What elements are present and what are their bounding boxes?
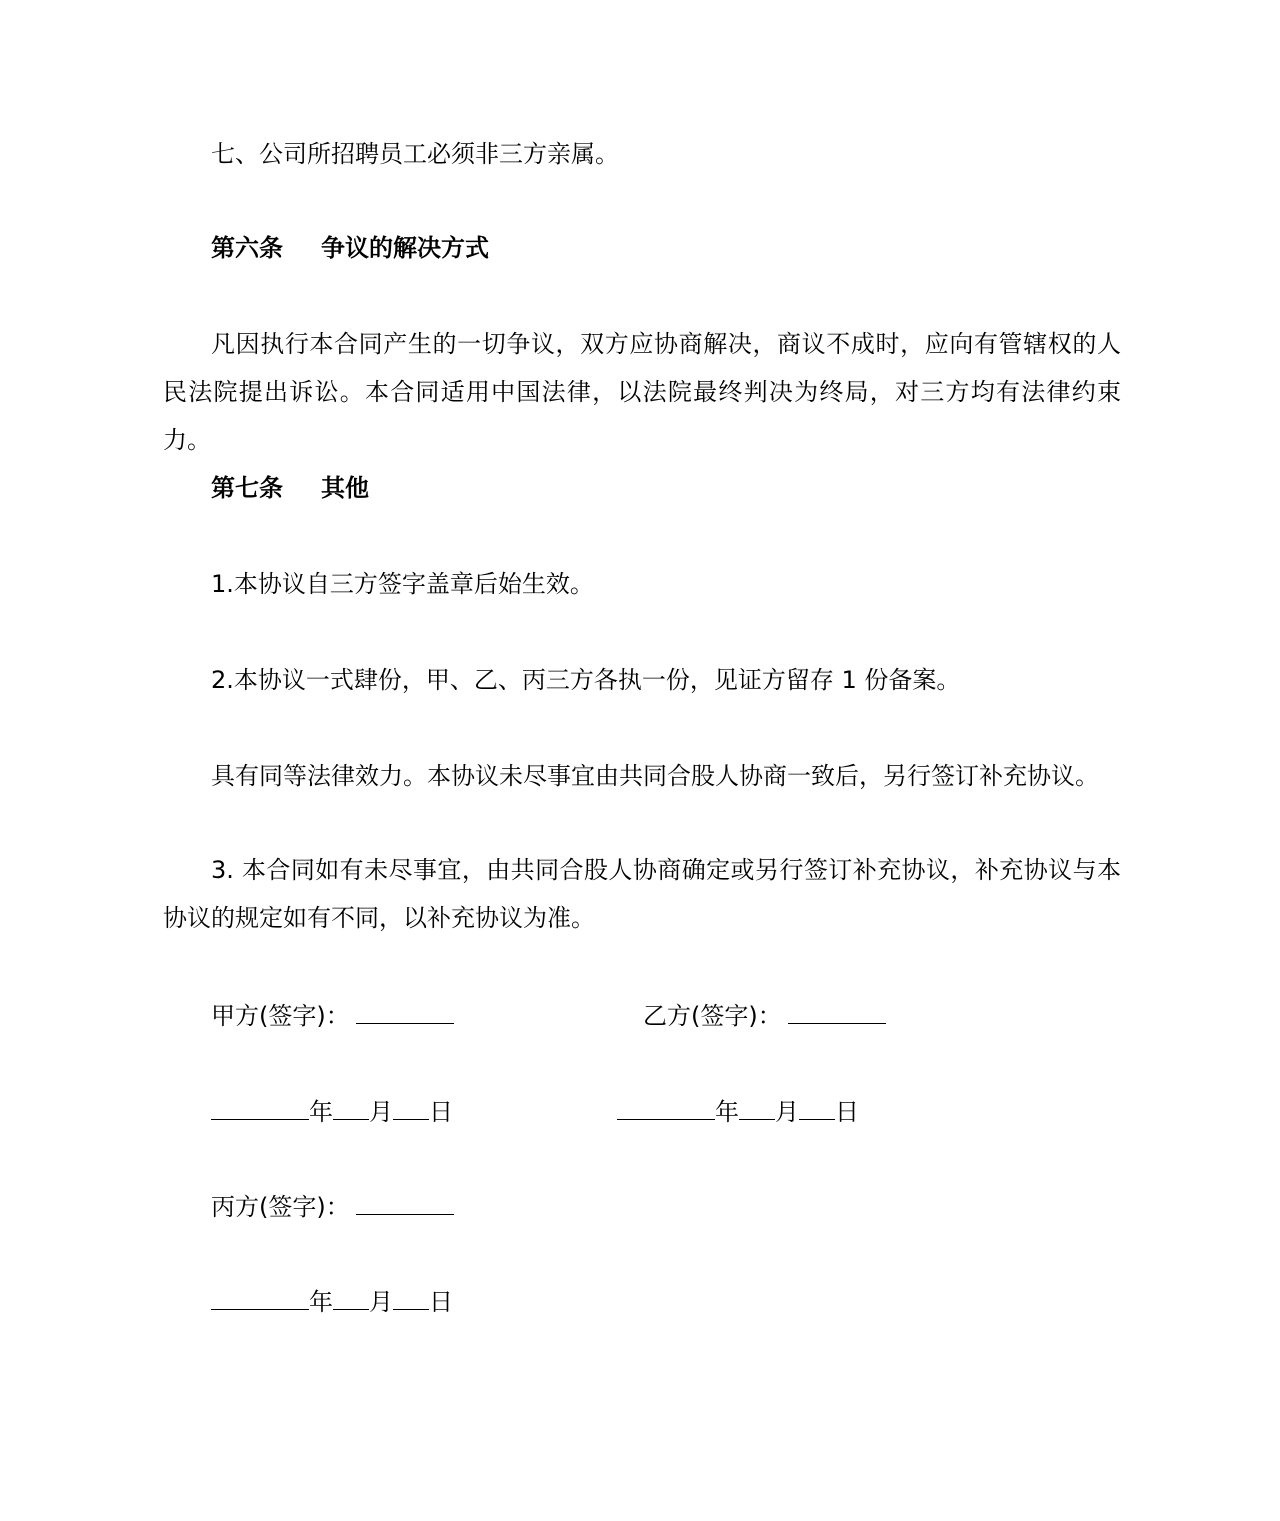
- article-7-title: 其他: [321, 474, 369, 502]
- party-a-label: 甲方(签字)：: [211, 1002, 350, 1030]
- article-7-item-2: 2.本协议一式肆份，甲、乙、丙三方各执一份，见证方留存 1 份备案。: [211, 666, 961, 694]
- party-c-year-blank[interactable]: [211, 1279, 309, 1310]
- party-a-day-blank[interactable]: [393, 1089, 429, 1120]
- clause-item-7: 七、公司所招聘员工必须非三方亲属。: [211, 140, 619, 168]
- article-7-number: 第七条: [211, 474, 283, 502]
- party-c-day-blank[interactable]: [393, 1279, 429, 1310]
- party-c-date: [211, 1278, 453, 1326]
- party-a-year-blank[interactable]: [211, 1089, 309, 1120]
- month-label: 月: [369, 1288, 393, 1316]
- article-6-number: 第六条: [211, 234, 283, 262]
- party-c-label: 丙方(签字)：: [211, 1193, 350, 1221]
- day-label: 日: [429, 1288, 453, 1316]
- day-label: 日: [835, 1098, 859, 1126]
- party-b-date: [617, 1088, 859, 1136]
- party-b-signature-blank[interactable]: [788, 993, 886, 1024]
- party-c-signature-blank[interactable]: [356, 1184, 454, 1215]
- article-6-body: 凡因执行本合同产生的一切争议，双方应协商解决，商议不成时，应向有管辖权的人民法院提出诉讼。本合同适用中国法律，以法院最终判决为终局，对三方均有法律约束力。: [163, 330, 1121, 454]
- party-b-signature: [643, 992, 886, 1040]
- month-label: 月: [775, 1098, 799, 1126]
- party-b-day-blank[interactable]: [799, 1089, 835, 1120]
- article-7-heading: [211, 464, 369, 512]
- article-7-item-1: 1.本协议自三方签字盖章后始生效。: [211, 570, 594, 598]
- day-label: 日: [429, 1098, 453, 1126]
- party-b-label: 乙方(签字)：: [643, 1002, 782, 1030]
- article-6-heading: [211, 224, 489, 272]
- month-label: 月: [369, 1098, 393, 1126]
- year-label: 年: [715, 1098, 739, 1126]
- year-label: 年: [309, 1288, 333, 1316]
- year-label: 年: [309, 1098, 333, 1126]
- party-a-date: [211, 1088, 453, 1136]
- party-c-signature: [211, 1183, 454, 1231]
- article-7-item-3: 3. 本合同如有未尽事宜，由共同合股人协商确定或另行签订补充协议，补充协议与本协议的规定如有不同，以补充协议为准。: [163, 856, 1121, 932]
- party-b-year-blank[interactable]: [617, 1089, 715, 1120]
- party-a-signature: [211, 992, 454, 1040]
- article-6-title: 争议的解决方式: [321, 234, 489, 262]
- party-c-month-blank[interactable]: [333, 1279, 369, 1310]
- party-b-month-blank[interactable]: [739, 1089, 775, 1120]
- article-7-item-2-continued: 具有同等法律效力。本协议未尽事宜由共同合股人协商一致后，另行签订补充协议。: [211, 762, 1099, 790]
- party-a-month-blank[interactable]: [333, 1089, 369, 1120]
- party-a-signature-blank[interactable]: [356, 993, 454, 1024]
